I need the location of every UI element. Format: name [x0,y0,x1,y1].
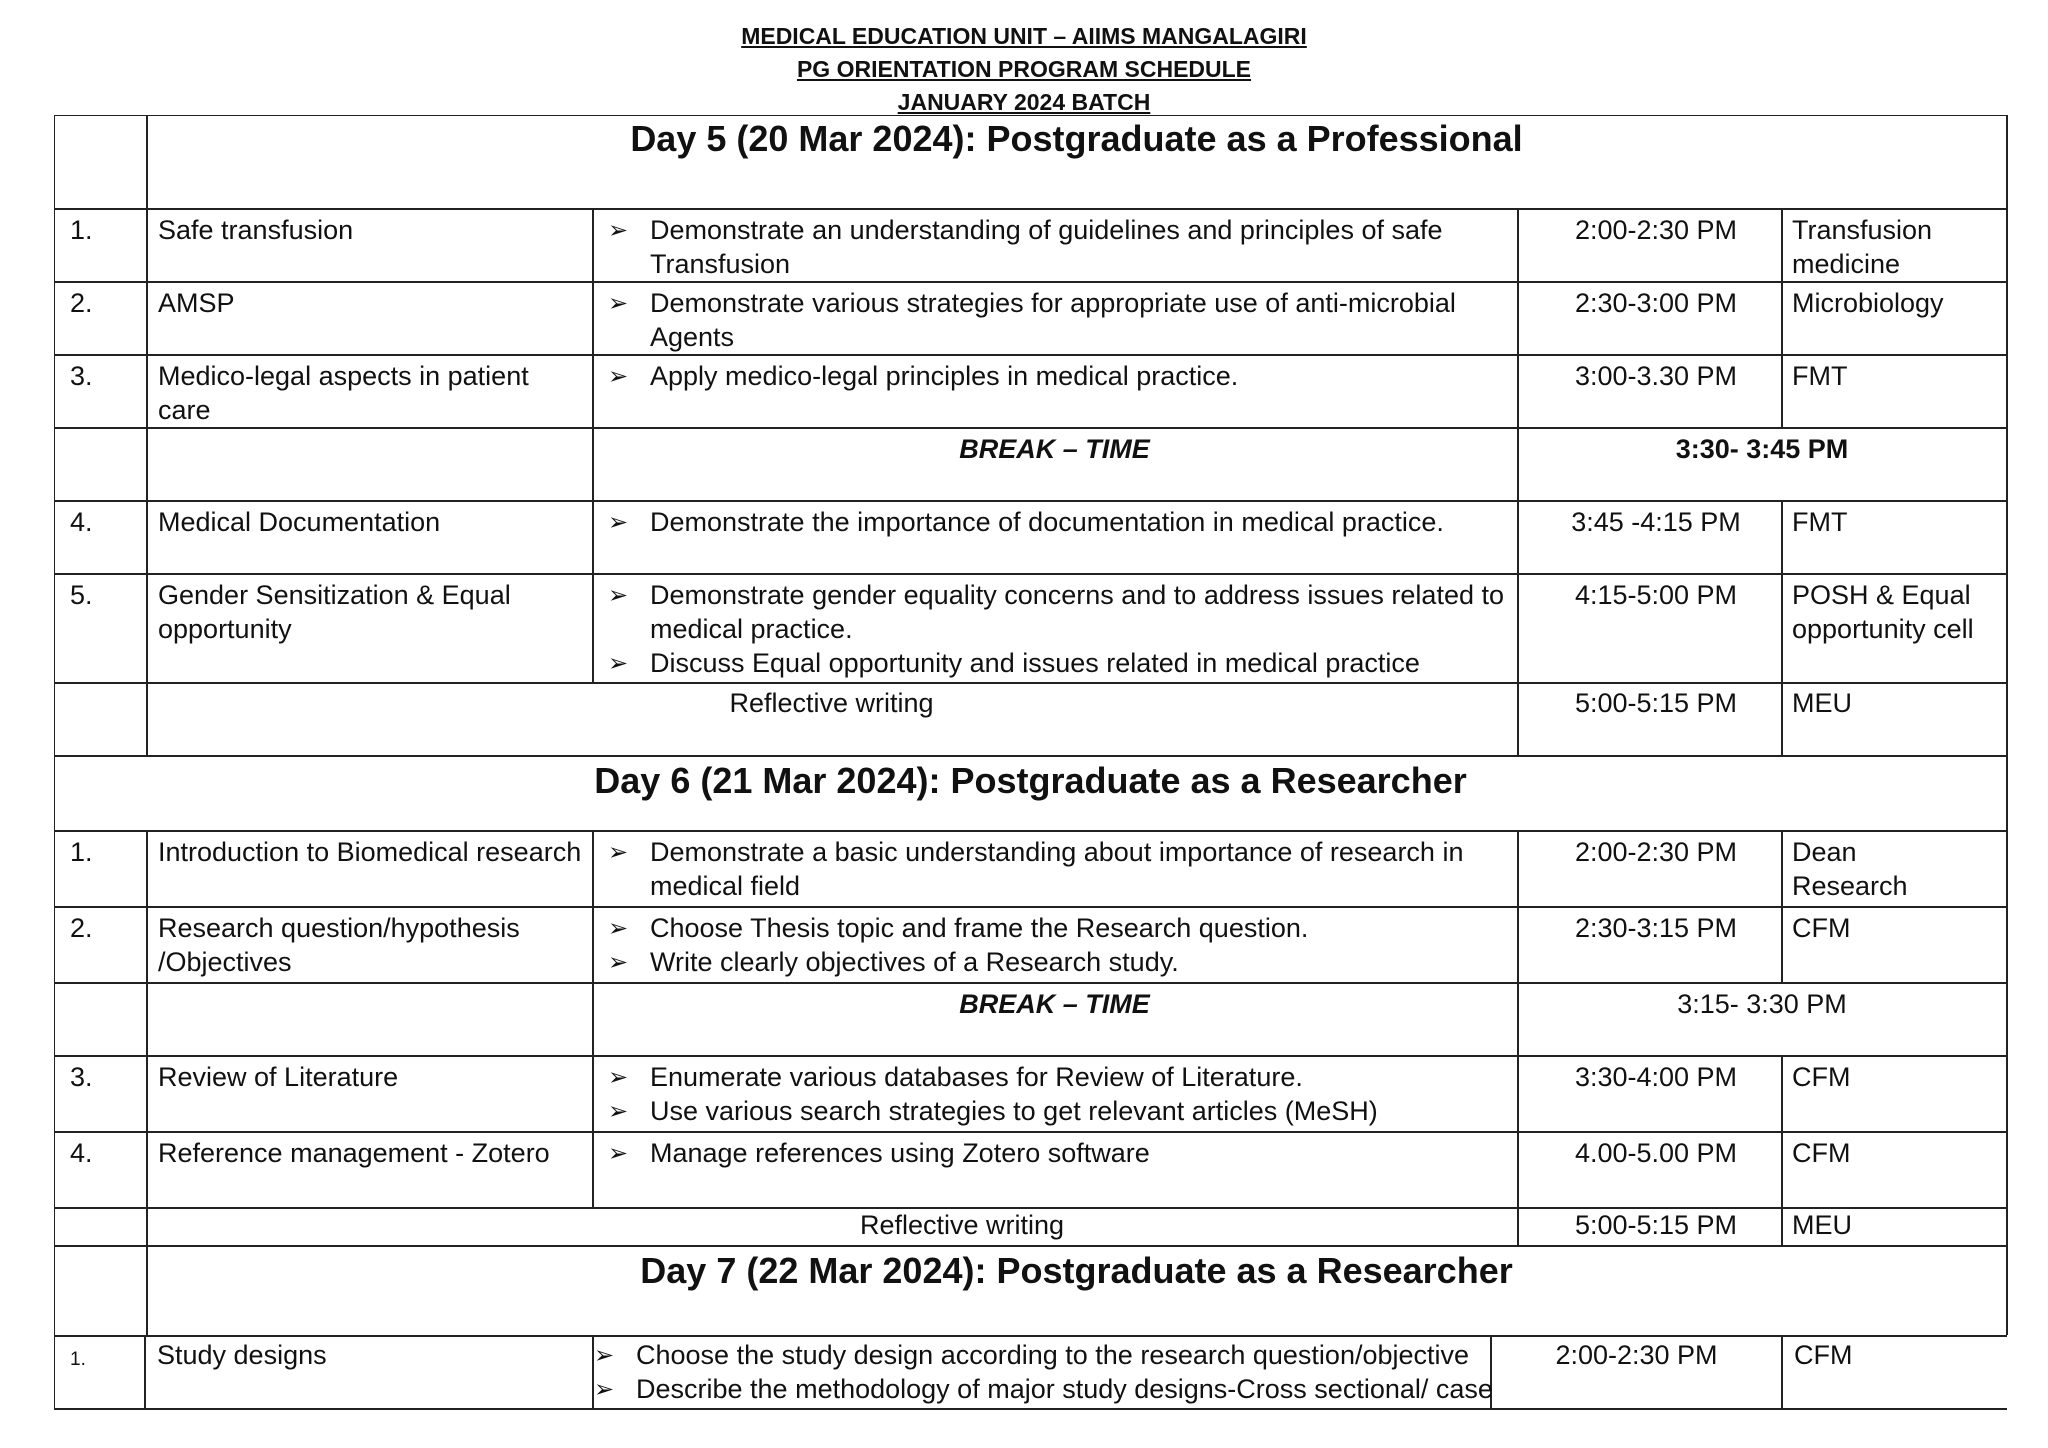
row-number: 1. [70,215,93,245]
row-divider [54,682,2007,684]
column-divider [592,1055,594,1131]
session-objective: Write clearly objectives of a Research study. [650,947,1179,977]
bullet-arrow-icon: ➢ [594,1342,615,1369]
column-divider [146,115,148,755]
reflective-writing: Reflective writing [859,1210,1065,1240]
break-label: BREAK – TIME [959,989,1150,1019]
row-divider [54,427,2007,429]
row-divider [54,1335,2007,1337]
session-objective: Transfusion [650,249,791,279]
column-divider [592,906,594,982]
bullet-arrow-icon: ➢ [608,1140,629,1167]
department: Transfusion [1792,215,1933,245]
session-objective: medical field [650,871,801,901]
department: MEU [1792,688,1852,718]
session-objective: Choose the study design according to the research question/objective [636,1340,1470,1370]
column-divider [144,1335,146,1408]
session-objective: medical practice. [650,614,853,644]
session-objective: Demonstrate the importance of documentation in medical practice. [650,507,1444,537]
doc-title-line1: MEDICAL EDUCATION UNIT – AIIMS MANGALAGIRI [741,23,1307,49]
row-number: 3. [70,1062,93,1092]
row-number: 4. [70,1138,93,1168]
column-divider [1517,354,1519,427]
session-topic: Medical Documentation [158,507,441,537]
session-topic: Gender Sensitization & Equal [158,580,511,610]
break-time: 3:30- 3:45 PM [1675,434,1849,464]
department: Dean [1792,837,1857,867]
department: Microbiology [1792,288,1944,318]
bullet-arrow-icon: ➢ [608,915,629,942]
session-topic: Reference management - Zotero [158,1138,550,1168]
row-number: 1. [70,1349,86,1370]
column-divider [592,281,594,354]
row-divider [54,982,2007,984]
column-divider [1517,1055,1519,1131]
session-objective: Demonstrate various strategies for appropriate use of anti-microbial [650,288,1456,318]
bullet-arrow-icon: ➢ [608,217,629,244]
row-divider [54,354,2007,356]
session-time: 2:30-3:15 PM [1574,913,1738,943]
row-divider [54,830,2007,832]
day6-heading: Day 6 (21 Mar 2024): Postgraduate as a Researcher [594,760,1467,801]
session-time: 3:45 -4:15 PM [1571,507,1741,537]
row-number: 1. [70,837,93,867]
session-time: 2:00-2:30 PM [1555,1340,1718,1370]
bullet-arrow-icon: ➢ [594,1376,615,1403]
row-number: 3. [70,361,93,391]
session-time: 5:00-5:15 PM [1574,688,1738,718]
column-divider [1517,682,1519,755]
bullet-arrow-icon: ➢ [608,949,629,976]
session-objective: Choose Thesis topic and frame the Research question. [650,913,1309,943]
session-topic: AMSP [158,288,235,318]
session-topic: Safe transfusion [158,215,354,245]
session-objective: Enumerate various databases for Review of Literature. [650,1062,1303,1092]
session-topic: Research question/hypothesis [158,913,520,943]
session-topic: Medico-legal aspects in patient [158,361,529,391]
row-divider [54,281,2007,283]
session-time: 2:00-2:30 PM [1574,215,1738,245]
department: CFM [1792,1138,1851,1168]
column-divider [592,573,594,682]
department: MEU [1792,1210,1852,1240]
doc-title-line3: JANUARY 2024 BATCH [897,89,1151,115]
session-topic: opportunity [158,614,292,644]
column-divider [592,1131,594,1207]
department: CFM [1792,1062,1851,1092]
row-number: 4. [70,507,93,537]
row-divider [54,1131,2007,1133]
row-number: 5. [70,580,93,610]
session-time: 3:30-4:00 PM [1574,1062,1738,1092]
row-number: 2. [70,288,93,318]
session-topic: care [158,395,211,425]
session-objective: Agents [650,322,735,352]
bullet-arrow-icon: ➢ [608,650,629,677]
column-divider [592,830,594,906]
break-label: BREAK – TIME [959,434,1150,464]
session-topic: /Objectives [158,947,292,977]
column-divider [592,354,594,427]
row-divider [54,755,2007,757]
department: medicine [1792,249,1901,279]
column-divider [1517,906,1519,982]
session-objective: Demonstrate gender equality concerns and to address issues related to [650,580,1504,610]
department: FMT [1792,361,1848,391]
row-divider [54,573,2007,575]
session-time: 5:00-5:15 PM [1574,1210,1738,1240]
column-divider [1517,281,1519,354]
department: Research [1792,871,1908,901]
session-objective: Use various search strategies to get relevant articles (MeSH) [650,1096,1378,1126]
bullet-arrow-icon: ➢ [608,1098,629,1125]
column-divider [1781,1335,1783,1408]
column-divider [1517,573,1519,682]
bullet-arrow-icon: ➢ [608,290,629,317]
row-divider [54,1245,2007,1247]
column-divider [1517,500,1519,573]
session-objective: Apply medico-legal principles in medical practice. [650,361,1239,391]
session-time: 4.00-5.00 PM [1574,1138,1738,1168]
column-divider [592,208,594,281]
session-objective: Demonstrate a basic understanding about importance of research in [650,837,1464,867]
column-divider [592,500,594,573]
department: CFM [1792,913,1851,943]
session-time: 2:30-3:00 PM [1574,288,1738,318]
session-topic: Review of Literature [158,1062,399,1092]
session-topic: Study designs [157,1340,327,1370]
session-time: 4:15-5:00 PM [1574,580,1738,610]
department: POSH & Equal [1792,580,1971,610]
session-time: 2:00-2:30 PM [1574,837,1738,867]
session-objective: Manage references using Zotero software [650,1138,1150,1168]
session-time: 3:00-3.30 PM [1574,361,1738,391]
bullet-arrow-icon: ➢ [608,839,629,866]
session-objective: Describe the methodology of major study designs-Cross sectional/ case [636,1374,1493,1404]
doc-title-line2: PG ORIENTATION PROGRAM SCHEDULE [796,56,1252,82]
break-time: 3:15- 3:30 PM [1677,989,1847,1019]
column-divider [146,830,148,1245]
bullet-arrow-icon: ➢ [608,509,629,536]
bullet-arrow-icon: ➢ [608,1064,629,1091]
column-divider [1517,208,1519,281]
department: CFM [1794,1340,1853,1370]
row-divider [54,906,2007,908]
bullet-arrow-icon: ➢ [608,582,629,609]
department: FMT [1792,507,1848,537]
day7-heading: Day 7 (22 Mar 2024): Postgraduate as a Researcher [640,1250,1513,1291]
column-divider [1517,1131,1519,1207]
row-divider [54,1408,2007,1410]
session-objective: Discuss Equal opportunity and issues related in medical practice [650,648,1420,678]
department: opportunity cell [1792,614,1974,644]
row-divider [54,1055,2007,1057]
session-objective: Demonstrate an understanding of guidelines and principles of safe [650,215,1443,245]
row-number: 2. [70,913,93,943]
row-divider [54,500,2007,502]
column-divider [1517,830,1519,906]
bullet-arrow-icon: ➢ [608,363,629,390]
reflective-writing: Reflective writing [729,688,934,718]
row-divider [54,208,2007,210]
day5-heading: Day 5 (20 Mar 2024): Postgraduate as a Professional [630,118,1523,159]
session-topic: Introduction to Biomedical research [158,837,582,867]
